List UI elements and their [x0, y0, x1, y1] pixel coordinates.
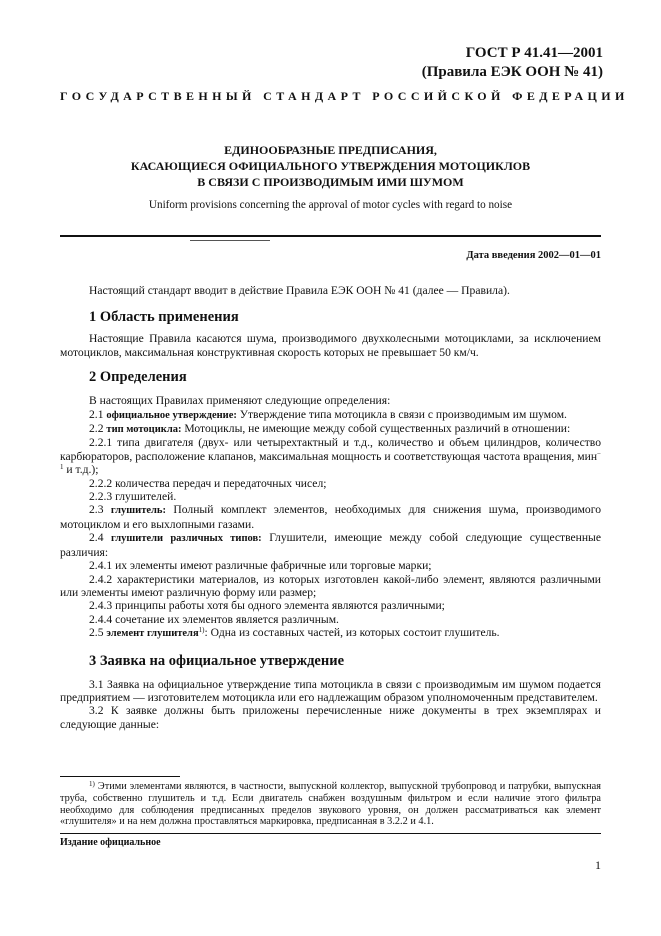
definition-2-4-4: 2.4.4 сочетание их элементов является различным. [89, 612, 339, 626]
definition-2-2-2: 2.2.2 количества передач и передаточных чисел; [89, 476, 327, 490]
definitions-lead: В настоящих Правилах применяют следующие определения: [89, 394, 391, 408]
page-number: 1 [595, 858, 601, 872]
title-line-3: В СВЯЗИ С ПРОИЗВОДИМЫМ ИМИ ШУМОМ [197, 175, 464, 189]
term-motorcycle-type: тип мотоцикла: [106, 424, 182, 436]
footnote [60, 781, 601, 828]
footnote-marker: 1) [89, 780, 95, 788]
gov-standard-title: ГОСУДАРСТВЕННЫЙ СТАНДАРТ РОССИЙСКОЙ ФЕДЕРАЦИИ [60, 89, 629, 103]
english-title: Uniform provisions concerning the approval of motor cycles with regard to noise [148, 199, 513, 211]
paragraph-3-1: 3.1 Заявка на официальное утверждение типа мотоцикла в связи с производимым им шумом подается предприятием — изготовителем мотоцикла или его надлежащим образом уполномоченным представителем. [60, 677, 601, 704]
title-line-2: КАСАЮЩИЕСЯ ОФИЦИАЛЬНОГО УТВЕРЖДЕНИЯ МОТОЦИКЛОВ [130, 159, 531, 173]
definition-2-4: 2.4 глушители различных типов: Глушители, имеющие между собой следующие существенные различия: [60, 531, 601, 559]
ece-rule-number: (Правила ЕЭК ООН № 41) [421, 64, 603, 80]
term-approval: официальное утверждение: [106, 409, 237, 421]
section-1-heading: 1 Область применения [89, 309, 239, 326]
edition-label: Издание официальное [60, 837, 161, 848]
section-3-heading: 3 Заявка на официальное утверждение [89, 652, 345, 669]
term-silencer-types: глушители различных типов: [111, 533, 262, 545]
standard-number: ГОСТ Р 41.41—2001 [465, 45, 603, 61]
footnote-reference[interactable]: 1) [198, 626, 205, 635]
introduction-date: Дата введения 2002—01—01 [466, 250, 601, 261]
definition-2-2-3: 2.2.3 глушителей. [89, 490, 177, 504]
standard-code [363, 44, 603, 82]
term-silencer: глушитель: [110, 505, 166, 517]
document-body [60, 284, 601, 731]
edition-divider [60, 833, 601, 834]
definition-2-5: 2.5 элемент глушителя$^{1)}$: Одна из составных частей, из которых состоит глушитель. [89, 626, 500, 640]
paragraph-3-2: 3.2 К заявке должны быть приложены перечисленные ниже документы в трех экземплярах и следующие данные: [60, 704, 601, 731]
intro-paragraph: Настоящий стандарт вводит в действие Правила ЕЭК ООН № 41 (далее — Правила). [89, 284, 510, 297]
section-1-text: Настоящие Правила касаются шума, производимого двухколесными мотоциклами, за исключением мотоциклов, максимальная конструктивная скорость которых не превышает 50 км/ч. [60, 332, 601, 359]
term-silencer-element: элемент глушителя [106, 628, 199, 640]
title-line-1: ЕДИНООБРАЗНЫЕ ПРЕДПИСАНИЯ, [224, 143, 437, 157]
definition-2-4-1: 2.4.1 их элементы имеют различные фабричные или торговые марки; [89, 559, 432, 573]
definition-2-3: 2.3 глушитель: Полный комплект элементов, необходимых для снижения шума, производимого мотоциклом и его выхлопными газами. [60, 503, 601, 531]
definition-2-1: 2.1 официальное утверждение: Утверждение типа мотоцикла в связи с производимым им шумом. [89, 407, 567, 421]
exponent: − 1 [60, 449, 601, 472]
definition-2-4-2: 2.4.2 характеристики материалов, из которых изготовлен какой-либо элемент, являются различными или элементы имеют различную форму или размер; [60, 572, 601, 599]
section-2-heading: 2 Определения [89, 369, 187, 386]
footnote-text: Этими элементами являются, в частности, выпускной коллектор, выпускной трубопровод и патрубки, выпускная труба, собственно глушитель и т.д. Если двигатель снабжен воздушным фильтром и если наличие этого фильтра необходимо для соблюдения предписанных пределов звукового уровня, он должен рассматриваться как элемент «глушителя» и на нем должна проставляться маркировка, предписанная в 3.2.2 и 4.1. [60, 781, 601, 828]
footnote-divider [60, 776, 180, 777]
definition-2-2-1: 2.2.1 типа двигателя (двух- или четырехтактный и т.д., количество и объем цилиндров, количество карбюраторов, расположение клапанов, максимальная мощность и соответствующая частота вращения, мин$^{- 1}$ и т.д.); [60, 436, 601, 477]
definition-2-2: 2.2 тип мотоцикла: Мотоциклы, не имеющие между собой существенных различий в отношении: [89, 422, 571, 436]
title-divider [60, 235, 601, 237]
document-title [60, 142, 601, 190]
title-divider-accent [190, 240, 270, 241]
definition-2-4-3: 2.4.3 принципы работы хотя бы одного элемента являются различными; [89, 599, 445, 613]
